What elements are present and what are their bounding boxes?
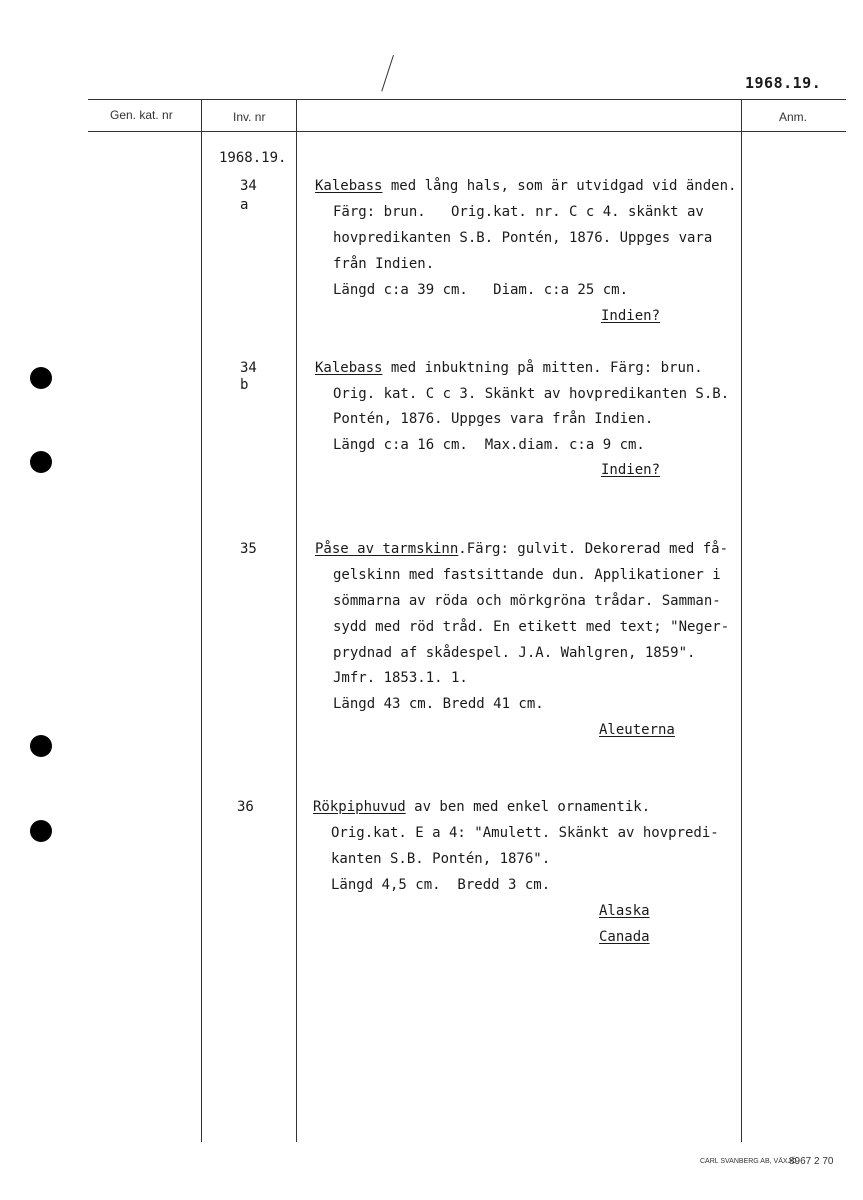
entry-line: Längd 4,5 cm. Bredd 3 cm. <box>331 877 551 893</box>
column-divider-gen <box>201 100 202 1142</box>
column-divider-inv <box>296 100 297 1142</box>
entry-title: Påse av tarmskinn <box>315 541 459 557</box>
inv-sub: b <box>240 377 249 393</box>
inv-number: 36 <box>237 799 254 815</box>
entry-line: Längd 43 cm. Bredd 41 cm. <box>333 696 544 712</box>
entry-title-rest: .Färg: gulvit. Dekorerad med få- <box>458 541 729 557</box>
entry-heading <box>315 359 703 377</box>
entry-line: Jmfr. 1853.1. 1. <box>333 670 468 686</box>
entry-line: sydd med röd tråd. En etikett med text; "Neger- <box>333 619 730 635</box>
inv-number: 35 <box>240 541 257 557</box>
entry-line: Färg: brun. Orig.kat. nr. C c 4. skänkt av <box>333 204 704 220</box>
inv-number: 34 <box>240 178 257 194</box>
binder-hole <box>30 735 52 757</box>
entry-place: Indien? <box>601 308 661 324</box>
entry-heading <box>315 540 728 558</box>
entry-place: Indien? <box>601 462 661 478</box>
entry-line: gelskinn med fastsittande dun. Applikationer i <box>333 567 721 583</box>
entry-line: kanten S.B. Pontén, 1876". <box>331 851 551 867</box>
printer-imprint: CARL SVANBERG AB, VÄXJÖ <box>700 1158 797 1165</box>
column-divider-anm <box>741 100 742 1142</box>
column-header-gen-kat: Gen. kat. nr <box>110 108 173 122</box>
form-code: 8967 2 70 <box>789 1156 834 1167</box>
entry-line: från Indien. <box>333 256 435 272</box>
entry-title: Kalebass <box>315 178 383 194</box>
inv-number: 34 <box>240 360 257 376</box>
entry-title-rest: av ben med enkel ornamentik. <box>405 799 651 815</box>
entry-line: Längd c:a 39 cm. Diam. c:a 25 cm. <box>333 282 629 298</box>
entry-place: Canada <box>599 929 650 945</box>
entry-heading <box>315 177 736 195</box>
entry-title: Kalebass <box>315 360 383 376</box>
inv-sub: a <box>240 197 249 213</box>
binder-hole <box>30 820 52 842</box>
entry-line: Längd c:a 16 cm. Max.diam. c:a 9 cm. <box>333 437 645 453</box>
entry-line: Orig.kat. E a 4: "Amulett. Skänkt av hovpredi- <box>331 825 719 841</box>
entry-title-rest: med lång hals, som är utvidgad vid änden. <box>382 178 737 194</box>
entry-line: hovpredikanten S.B. Pontén, 1876. Uppges vara <box>333 230 713 246</box>
page-number: 1968.19. <box>745 74 822 92</box>
entry-line: prydnad af skådespel. J.A. Wahlgren, 1859". <box>333 645 696 661</box>
binder-hole <box>30 367 52 389</box>
column-header-inv-nr: Inv. nr <box>233 110 266 124</box>
entry-heading <box>313 798 650 816</box>
column-header-anm: Anm. <box>779 110 808 124</box>
entry-place: Alaska <box>599 903 650 919</box>
entry-place: Aleuterna <box>599 722 675 738</box>
entry-line: Pontén, 1876. Uppges vara från Indien. <box>333 411 654 427</box>
pen-mark <box>381 55 394 91</box>
binder-hole <box>30 451 52 473</box>
entry-line: Orig. kat. C c 3. Skänkt av hovpredikanten S.B. <box>333 386 730 402</box>
entry-line: sömmarna av röda och mörkgröna trådar. Samman- <box>333 593 721 609</box>
entry-title-rest: med inbuktning på mitten. Färg: brun. <box>382 360 703 376</box>
series-label: 1968.19. <box>219 150 287 166</box>
entry-title: Rökpiphuvud <box>313 799 406 815</box>
